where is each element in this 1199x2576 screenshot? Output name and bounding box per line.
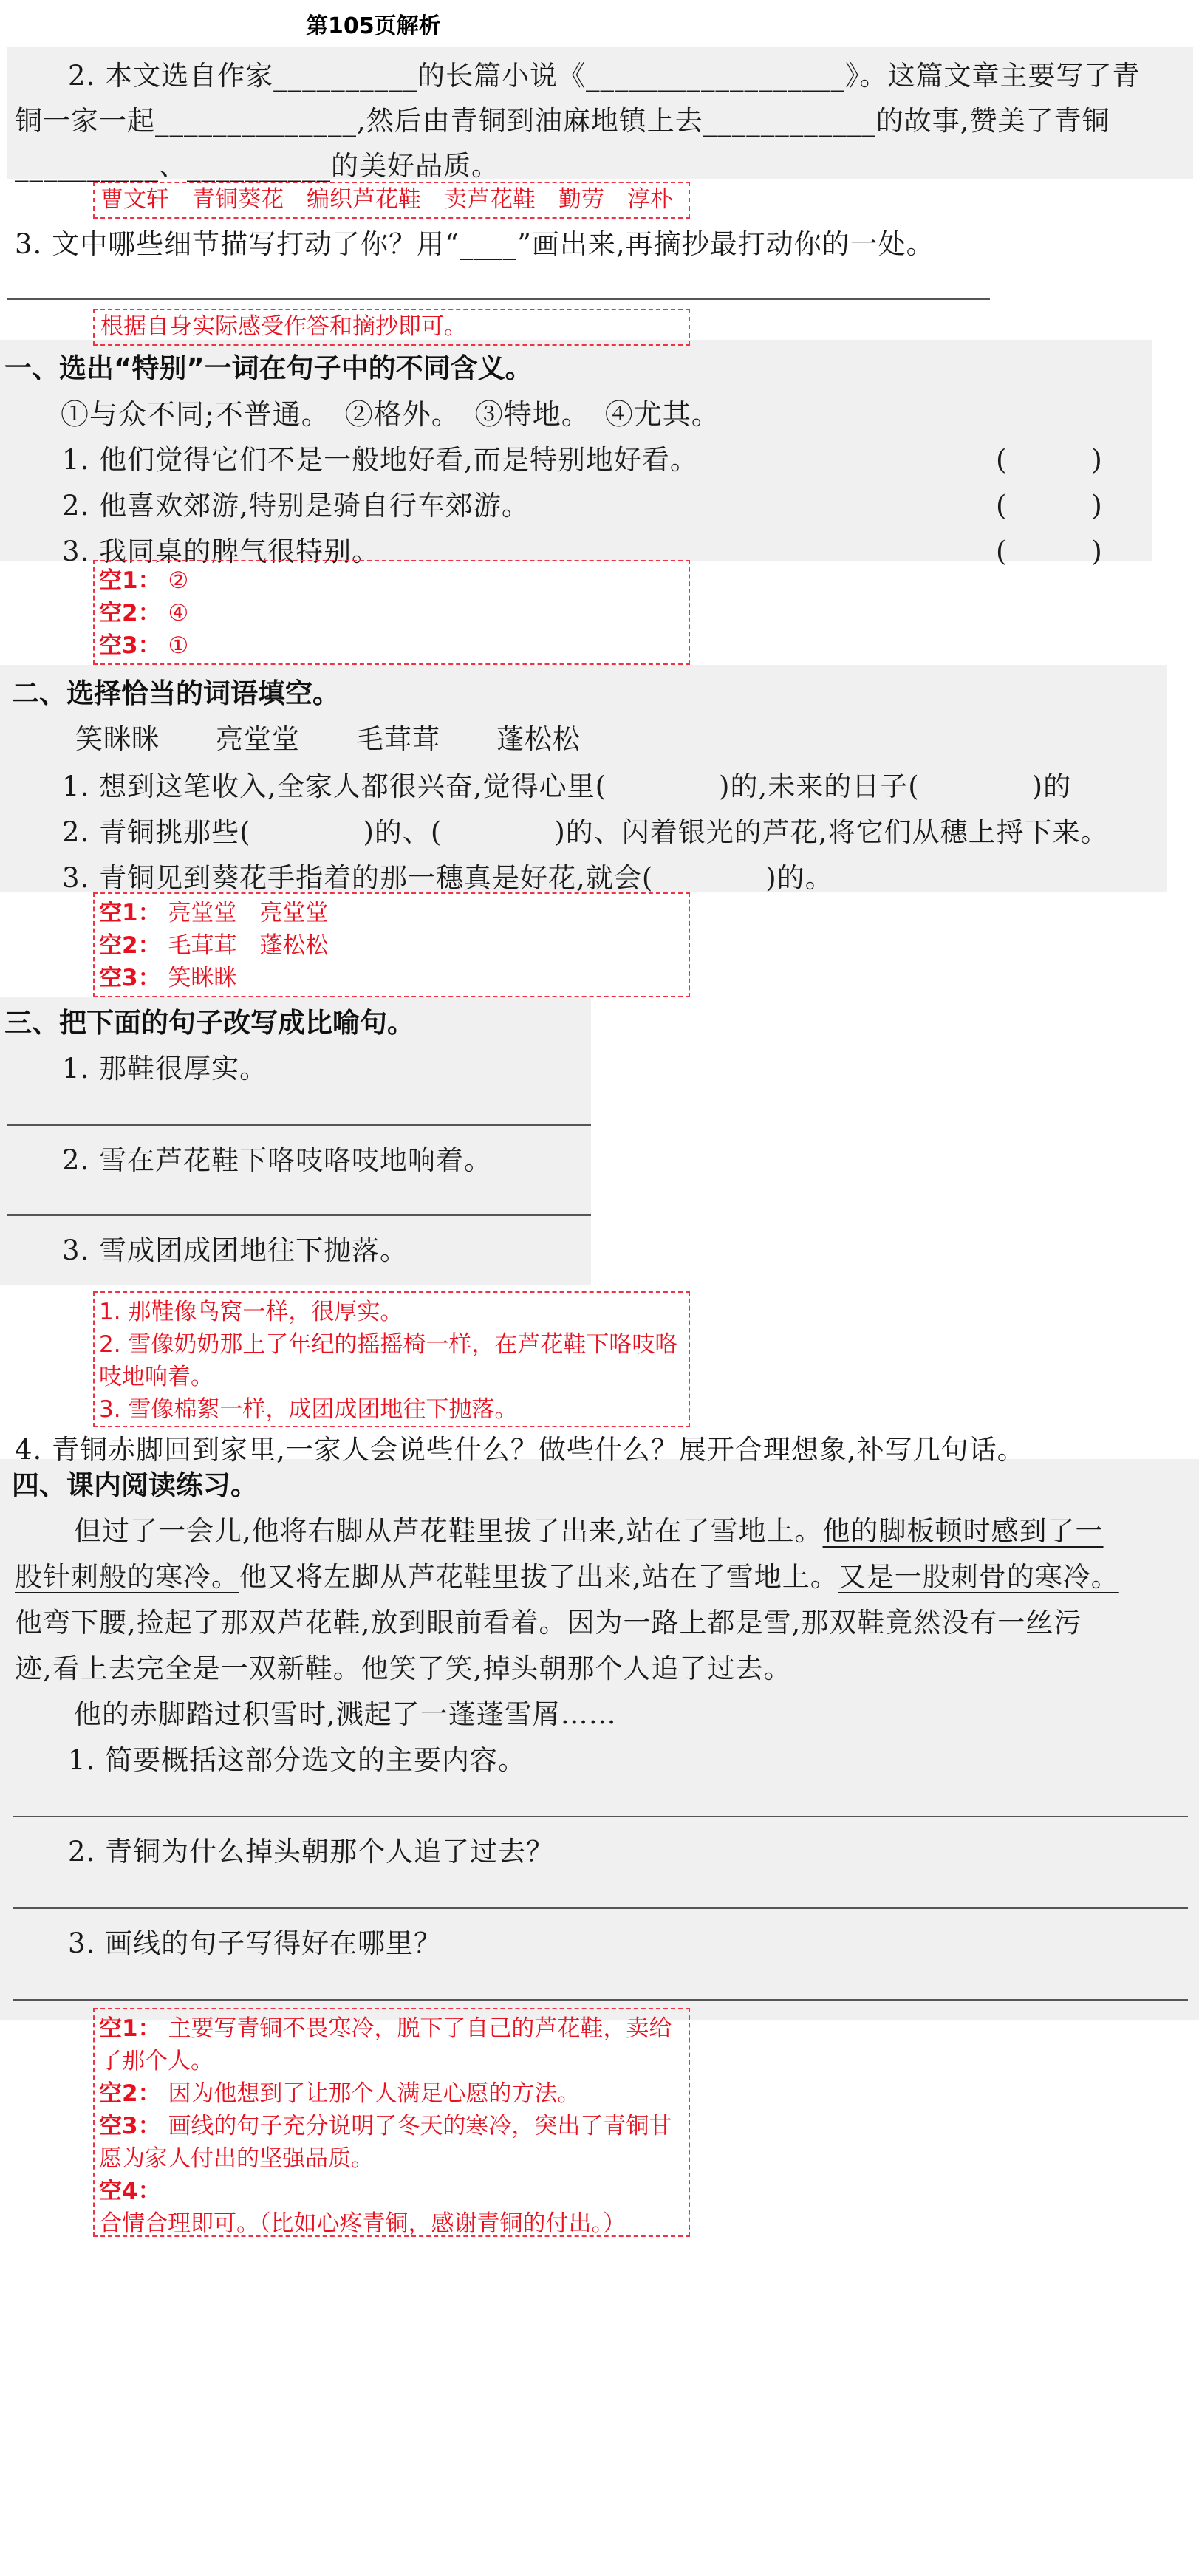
section2-item-3: 3. 青铜见到葵花手指着的那一穗真是好花,就会( )的。 <box>62 862 833 894</box>
section3-item-1: 1. 那鞋很厚实。 <box>62 1053 268 1084</box>
section1-answer-3: 空3： ① <box>99 632 189 659</box>
q3-question: 3. 文中哪些细节描写打动了你？用“____”画出来,再摘抄最打动你的一处。 <box>15 228 935 260</box>
q2-answer-box <box>93 182 690 219</box>
passage-line-4: 迹,看上去完全是一双新鞋。他笑了笑,掉头朝那个人追了过去。 <box>15 1653 792 1684</box>
q3-answer: 根据自身实际感受作答和摘抄即可。 <box>100 313 467 340</box>
section4-item-2: 2. 青铜为什么掉头朝那个人追了过去？ <box>68 1836 555 1868</box>
section2-item-1: 1. 想到这笔收入,全家人都很兴奋,觉得心里( )的,未来的日子( )的 <box>62 771 1072 802</box>
section1-item-2: 2. 他喜欢郊游,特别是骑自行车郊游。 <box>62 490 530 522</box>
q3-answer-box <box>93 309 690 346</box>
section4-heading: 四、课内阅读练习。 <box>12 1469 258 1501</box>
section3-answer-line-2 <box>7 1214 591 1216</box>
section3-item-3: 3. 雪成团成团地往下抛落。 <box>62 1234 409 1266</box>
section3-answer-3: 3. 雪像棉絮一样，成团成团地往下抛落。 <box>99 1396 518 1423</box>
section2-word-bank: 笑眯眯 亮堂堂 毛茸茸 蓬松松 <box>75 723 581 755</box>
q2-answer: 曹文轩 青铜葵花 编织芦花鞋 卖芦花鞋 勤劳 淳朴 <box>100 186 673 213</box>
q2-line2: 铜一家一起______________,然后由青铜到油麻地镇上去____________的故事,赞美了青铜 <box>15 105 1110 137</box>
section1-paren-3: ( ) <box>996 536 1103 567</box>
section4-answer-line-2 <box>13 1907 1188 1909</box>
section4-answer-4: 空4： 合情合理即可。（比如心疼青铜，感谢青铜的付出。） <box>99 2178 626 2237</box>
section4-answer-line-3 <box>13 1999 1188 2001</box>
section1-paren-2: ( ) <box>996 490 1103 522</box>
passage-underlined-1: 他的脚板顿时感到了一 <box>822 1515 1104 1547</box>
q2-line1: 2. 本文选自作家__________的长篇小说《__________________》。这篇文章主要写了青 <box>68 60 1141 92</box>
passage-line-5: 他的赤脚踏过积雪时,溅起了一蓬蓬雪屑…… <box>74 1698 617 1730</box>
section1-paren-1: ( ) <box>996 444 1103 476</box>
passage-line-1 <box>74 1509 1104 1548</box>
section3-answer-line-1 <box>7 1124 591 1126</box>
section4-answer-box <box>93 2008 690 2237</box>
passage-sentence-2: 他又将左脚从芦花鞋里拔了出来,站在了雪地上。 <box>239 1561 838 1593</box>
section1-options: ①与众不同;不普通。 ②格外。 ③特地。 ④尤其。 <box>61 398 720 431</box>
passage-underlined-2: 股针刺般的寒冷。 <box>15 1561 239 1593</box>
section4-item-1: 1. 简要概括这部分选文的主要内容。 <box>68 1744 527 1776</box>
section1-answer-box <box>93 560 690 665</box>
passage-underlined-3: 又是一股刺骨的寒冷。 <box>838 1561 1119 1593</box>
section4-item-3: 3. 画线的句子写得好在哪里？ <box>68 1927 443 1959</box>
passage-line-2 <box>15 1554 1119 1594</box>
section1-answer-2: 空2： ④ <box>99 600 189 626</box>
section4-answer-3: 空3： 画线的句子充分说明了冬天的寒冷，突出了青铜甘愿为家人付出的坚强品质。 <box>99 2113 672 2172</box>
section3-answer-box <box>93 1291 690 1427</box>
section2-item-2: 2. 青铜挑那些( )的、( )的、闪着银光的芦花,将它们从穗上捋下来。 <box>62 816 1109 848</box>
page-title: 第105页解析 <box>306 13 441 39</box>
section3-heading: 三、把下面的句子改写成比喻句。 <box>4 1007 414 1039</box>
section3-answer-2: 2. 雪像奶奶那上了年纪的摇摇椅一样，在芦花鞋下咯吱咯吱地响着。 <box>99 1331 678 1390</box>
section4-answer-1: 空1： 主要写青铜不畏寒冷，脱下了自己的芦花鞋，卖给了那个人。 <box>99 2015 672 2074</box>
passage-line-3: 他弯下腰,捡起了那双芦花鞋,放到眼前看着。因为一路上都是雪,那双鞋竟然没有一丝污 <box>15 1607 1082 1639</box>
section2-heading: 二、选择恰当的词语填空。 <box>12 677 340 709</box>
q4-question: 4. 青铜赤脚回到家里,一家人会说些什么？做些什么？展开合理想象,补写几句话。 <box>15 1434 1025 1466</box>
section4-answer-2: 空2： 因为他想到了让那个人满足心愿的方法。 <box>99 2080 581 2107</box>
section2-answer-box <box>93 892 690 997</box>
section3-item-2: 2. 雪在芦花鞋下咯吱咯吱地响着。 <box>62 1144 493 1176</box>
section3-answer-1: 1. 那鞋像鸟窝一样，很厚实。 <box>99 1299 403 1325</box>
q2-line3: __________、__________的美好品质。 <box>15 150 499 182</box>
section1-answer-1: 空1： ② <box>99 567 189 594</box>
q3-answer-line <box>7 298 990 300</box>
section1-item-3: 3. 我同桌的脾气很特别。 <box>62 536 380 567</box>
passage-sentence-1: 但过了一会儿,他将右脚从芦花鞋里拔了出来,站在了雪地上。 <box>74 1515 823 1547</box>
section2-answer-3: 空3： 笑眯眯 <box>99 965 237 991</box>
section4-answer-line-1 <box>13 1816 1188 1817</box>
section1-item-1: 1. 他们觉得它们不是一般地好看,而是特别地好看。 <box>62 444 698 476</box>
section2-answer-2: 空2： 毛茸茸 蓬松松 <box>99 932 329 959</box>
section2-answer-1: 空1： 亮堂堂 亮堂堂 <box>99 900 329 926</box>
section1-heading: 一、选出“特别”一词在句子中的不同含义。 <box>4 352 533 384</box>
